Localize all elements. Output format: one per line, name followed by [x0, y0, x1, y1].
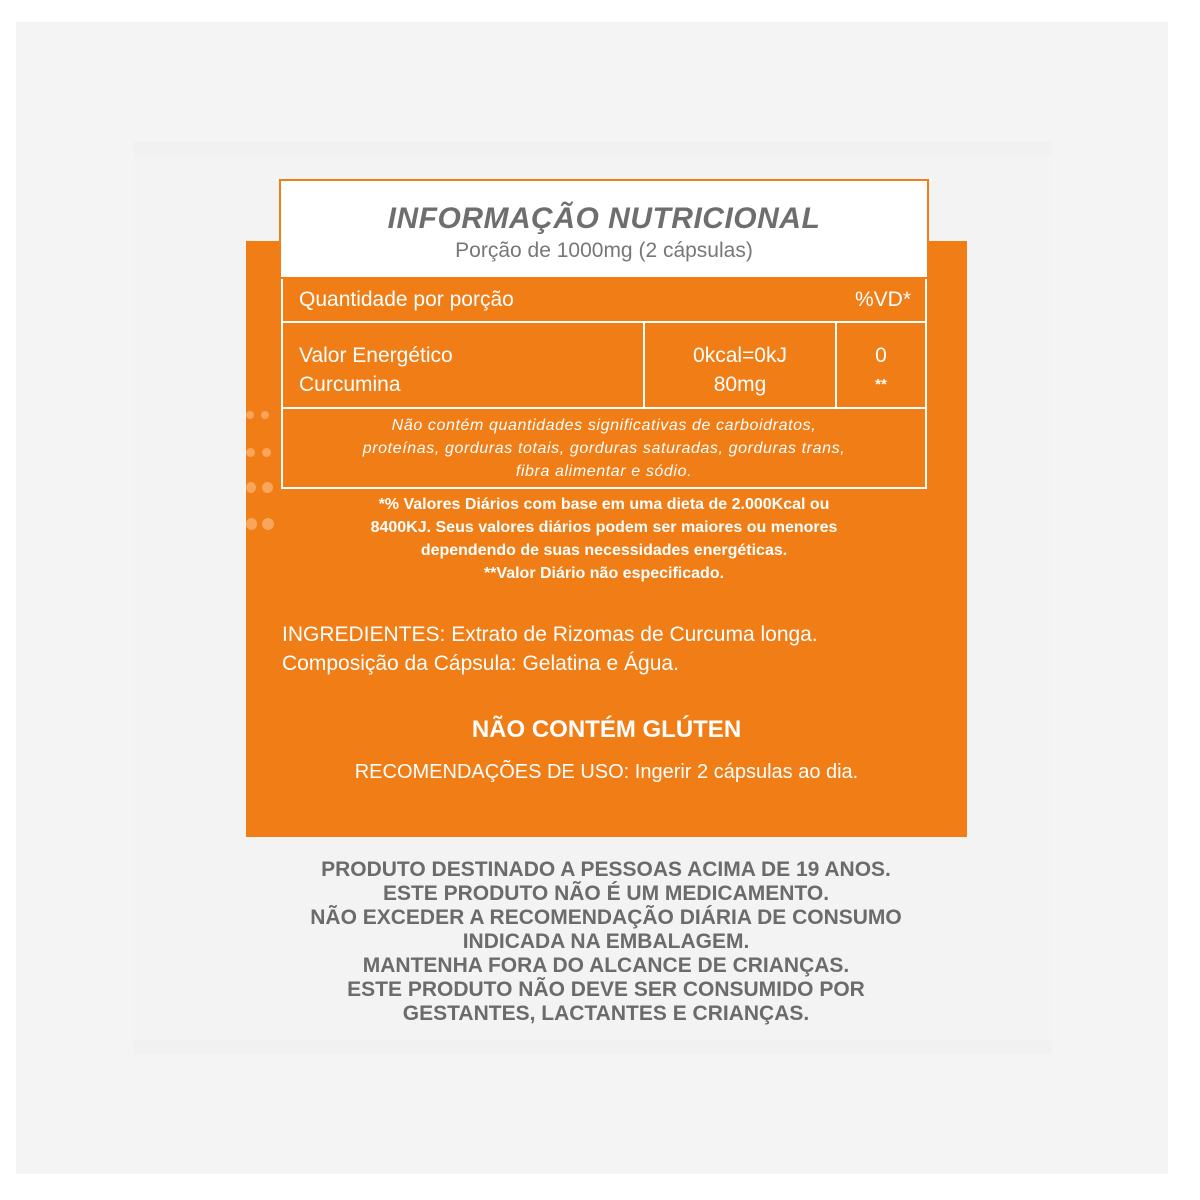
table-header-row: [283, 279, 925, 323]
ingredients-line: Composição da Cápsula: Gelatina e Água.: [282, 652, 679, 675]
dot: [262, 482, 273, 493]
usage-recommendation: RECOMENDAÇÕES DE USO: Ingerir 2 cápsulas ao dia.: [354, 761, 859, 783]
nutrition-header: [279, 179, 929, 279]
warning-line: ESTE PRODUTO NÃO DEVE SER CONSUMIDO POR: [347, 978, 865, 1001]
warnings: [200, 858, 1012, 1026]
amount-per-serving-label: Quantidade por porção: [299, 288, 514, 311]
footnote-line: 8400KJ. Seus valores diários podem ser maiores ou menores: [370, 519, 838, 536]
nutrient-names: [283, 323, 645, 407]
dot: [246, 518, 257, 530]
footnote-line: *% Valores Diários com base em uma dieta de 2.000Kcal ou: [378, 496, 830, 513]
ingredients-line: INGREDIENTES: Extrato de Rizomas de Curcuma longa.: [282, 623, 818, 646]
note-line: fibra alimentar e sódio.: [515, 463, 693, 480]
dot: [246, 448, 255, 457]
daily-values-footnote: [281, 493, 927, 585]
table-note: [283, 409, 925, 487]
warning-line: PRODUTO DESTINADO A PESSOAS ACIMA DE 19 ANOS.: [321, 858, 891, 881]
nutrient-daily-values: [837, 323, 925, 407]
footnote-line: **Valor Diário não especificado.: [483, 565, 725, 582]
dot: [246, 411, 254, 419]
footnote-line: dependendo de suas necessidades energéticas.: [420, 542, 788, 559]
warning-line: INDICADA NA EMBALAGEM.: [462, 930, 750, 953]
note-line: proteínas, gorduras totais, gorduras saturadas, gorduras trans,: [362, 440, 846, 457]
nutrient-name: Valor Energético: [299, 344, 453, 367]
ingredients: [282, 620, 952, 678]
dot: [262, 518, 274, 530]
nutrition-title: INFORMAÇÃO NUTRICIONAL: [387, 202, 821, 235]
dot: [261, 411, 269, 419]
table-values-row: [283, 323, 925, 409]
serving-size: Porção de 1000mg (2 cápsulas): [455, 239, 753, 262]
warning-line: GESTANTES, LACTANTES E CRIANÇAS.: [402, 1002, 810, 1025]
warning-line: ESTE PRODUTO NÃO É UM MEDICAMENTO.: [382, 882, 830, 905]
nutrient-amount: 80mg: [713, 373, 767, 396]
nutrient-vd: 0: [875, 344, 887, 367]
nutrient-amount: 0kcal=0kJ: [693, 344, 787, 367]
nutrient-vd: **: [875, 376, 887, 393]
nutrition-table: [281, 279, 927, 489]
note-line: Não contém quantidades significativas de carboidratos,: [391, 417, 817, 434]
nutrient-name: Curcumina: [299, 373, 401, 396]
dot: [246, 482, 256, 493]
warning-line: MANTENHA FORA DO ALCANCE DE CRIANÇAS.: [362, 954, 850, 977]
warning-line: NÃO EXCEDER A RECOMENDAÇÃO DIÁRIA DE CONSUMO: [310, 906, 902, 929]
nutrient-amounts: [645, 323, 837, 407]
gluten-free-notice: NÃO CONTÉM GLÚTEN: [471, 716, 742, 743]
dot: [262, 448, 271, 457]
daily-value-label: %VD*: [854, 288, 911, 311]
